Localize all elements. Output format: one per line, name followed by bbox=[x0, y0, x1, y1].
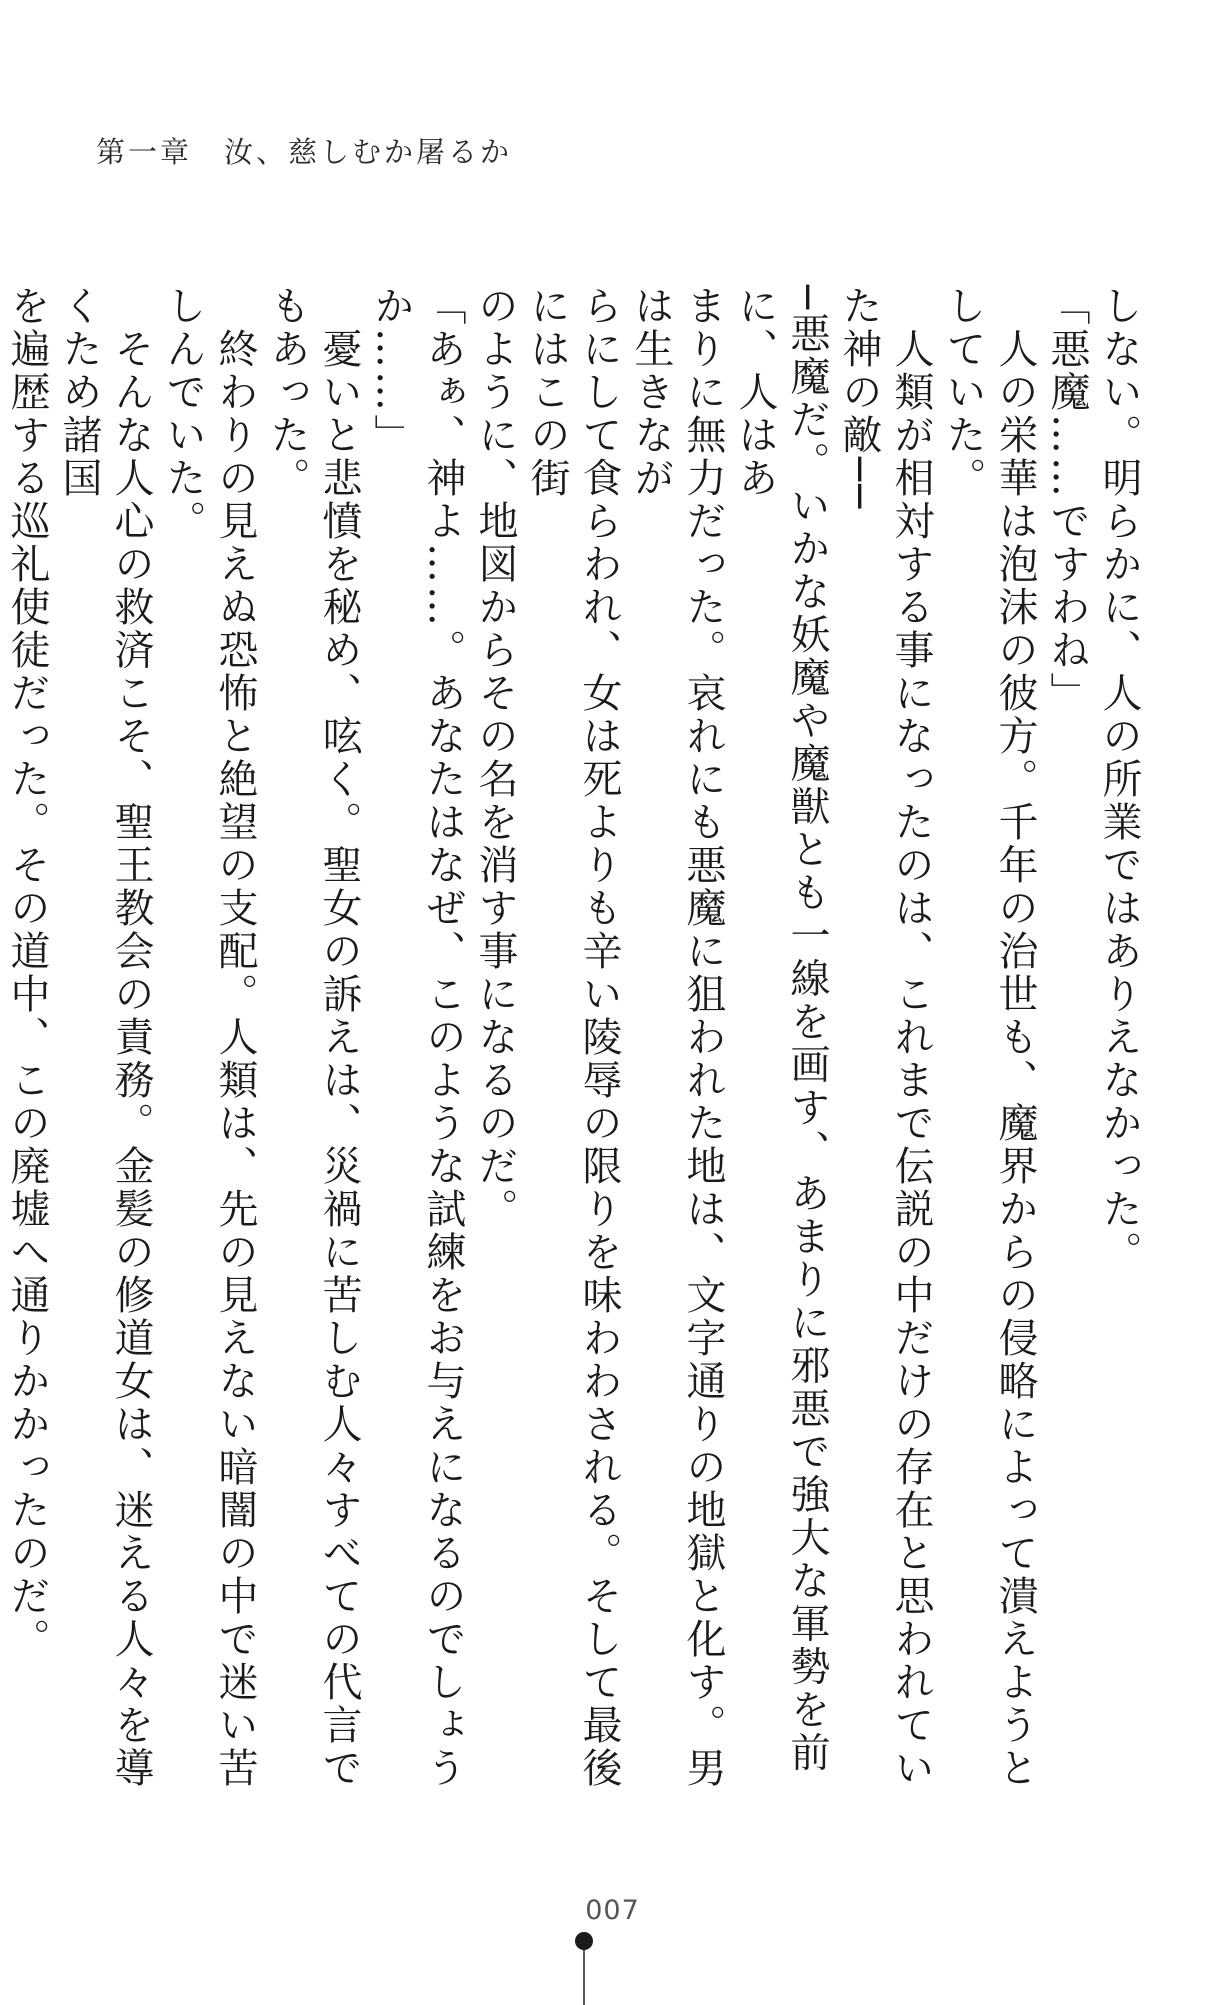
paragraph: 人類が相対する事になったのは、これまで伝説の中だけの存在と思われていた神の敵── bbox=[836, 285, 934, 1790]
paragraph: そんな人心の救済こそ、聖王教会の責務。金髪の修道女は、迷える人々を導くため諸国 bbox=[56, 285, 154, 1790]
paragraph: 終わりの見えぬ恐怖と絶望の支配。人類は、先の見えない暗闇の中で迷い苦しんでいた。 bbox=[160, 285, 258, 1790]
paragraph: を遍歴する巡礼使徒だった。その道中、この廃墟へ通りかかったのだ。 bbox=[4, 285, 50, 1661]
page-number: 007 bbox=[585, 1895, 640, 1926]
paragraph: のように、地図からその名を消す事になるのだ。 bbox=[472, 285, 518, 1231]
page-marker-rule bbox=[583, 1950, 585, 2005]
vertical-body-text bbox=[4, 285, 1145, 1805]
paragraph: まりに無力だった。哀れにも悪魔に狙われた地は、文字通りの地獄と化す。男は生きなが bbox=[628, 285, 726, 1790]
paragraph: しない。明らかに、人の所業ではありえなかった。 bbox=[1096, 285, 1142, 1274]
paragraph: 「悪魔……ですわね」 bbox=[1044, 285, 1090, 715]
paragraph: 憂いと悲憤を秘め、呟く。聖女の訴えは、災禍に苦しむ人々すべての代言でもあった。 bbox=[264, 285, 362, 1790]
running-header: 第一章 汝、慈しむか屠るか bbox=[96, 135, 513, 169]
page-marker-dot-icon bbox=[575, 1932, 593, 1950]
paragraph: 人の栄華は泡沫の彼方。千年の治世も、魔界からの侵略によって潰えようとしていた。 bbox=[940, 285, 1038, 1790]
paragraph: らにして食らわれ、女は死よりも辛い陵辱の限りを味わわされる。そして最後にはこの街 bbox=[524, 285, 622, 1790]
paragraph: 「あぁ、神よ……。あなたはなぜ、このような試練をお与えになるのでしょうか……」 bbox=[368, 285, 466, 1790]
paragraph: ─悪魔だ。いかな妖魔や魔獣とも一線を画す、あまりに邪悪で強大な軍勢を前に、人はあ bbox=[732, 285, 830, 1775]
